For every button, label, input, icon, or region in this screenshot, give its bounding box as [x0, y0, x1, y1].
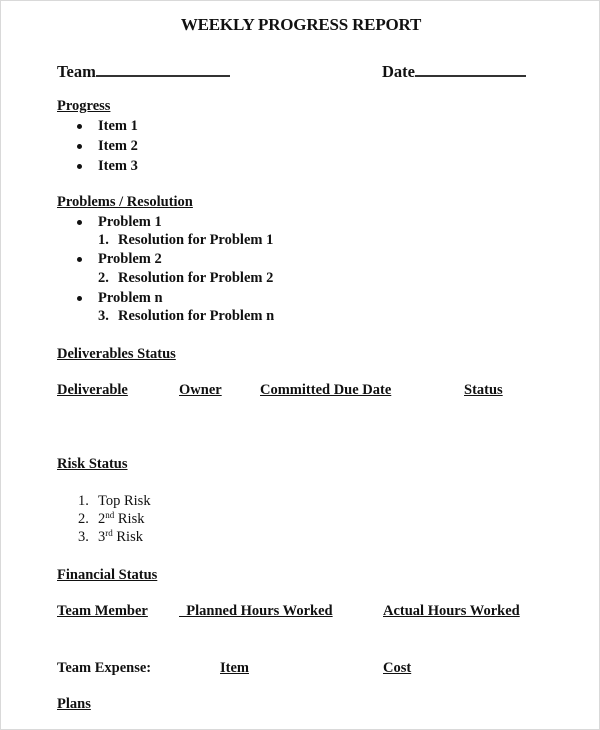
progress-item: Item 1: [98, 118, 138, 134]
bullet-icon: [77, 296, 82, 301]
resolution-item: Resolution for Problem n: [118, 308, 275, 324]
team-expense-label: Team Expense:: [57, 660, 152, 676]
risk-item: 2nd Risk: [98, 510, 145, 527]
bullet-icon: [77, 257, 82, 262]
column-header-cost: Cost: [383, 660, 412, 676]
financial-heading: Financial Status: [57, 567, 158, 583]
team-label: Team: [57, 62, 96, 81]
progress-item: Item 2: [98, 138, 138, 154]
resolution-number: 3.: [98, 308, 109, 324]
date-field[interactable]: [382, 61, 526, 81]
column-header-planned-hours: Planned Hours Worked: [179, 603, 333, 619]
date-label: Date: [382, 62, 415, 81]
bullet-icon: [77, 144, 82, 149]
column-header-deliverable: Deliverable: [57, 382, 128, 398]
page-title: WEEKLY PROGRESS REPORT: [180, 15, 422, 34]
problems-heading: Problems / Resolution: [57, 194, 193, 210]
column-header-item: Item: [220, 660, 249, 676]
problem-item: Problem 1: [98, 214, 162, 230]
team-blank-line[interactable]: [96, 61, 230, 77]
risk-item: 3rd Risk: [98, 528, 143, 545]
resolution-number: 1.: [98, 232, 109, 248]
bullet-icon: [77, 220, 82, 225]
progress-item: Item 3: [98, 158, 138, 174]
column-header-owner: Owner: [179, 382, 222, 398]
plans-heading: Plans: [57, 696, 91, 712]
column-header-actual-hours: Actual Hours Worked: [383, 603, 520, 619]
date-blank-line[interactable]: [415, 61, 526, 77]
risk-item: Top Risk: [98, 493, 151, 509]
deliverables-heading: Deliverables Status: [57, 346, 176, 362]
bullet-icon: [77, 164, 82, 169]
risk-heading: Risk Status: [57, 456, 128, 472]
problem-item: Problem 2: [98, 251, 162, 267]
resolution-number: 2.: [98, 270, 109, 286]
risk-number: 1.: [78, 493, 89, 509]
team-field[interactable]: [57, 61, 230, 81]
resolution-item: Resolution for Problem 2: [118, 270, 274, 286]
column-header-team-member: Team Member: [57, 603, 148, 619]
resolution-item: Resolution for Problem 1: [118, 232, 274, 248]
risk-number: 2.: [78, 511, 89, 527]
column-header-committed-due-date: Committed Due Date: [260, 382, 392, 398]
progress-heading: Progress: [57, 98, 111, 114]
problem-item: Problem n: [98, 290, 163, 306]
bullet-icon: [77, 124, 82, 129]
column-header-status: Status: [464, 382, 503, 398]
risk-number: 3.: [78, 529, 89, 545]
